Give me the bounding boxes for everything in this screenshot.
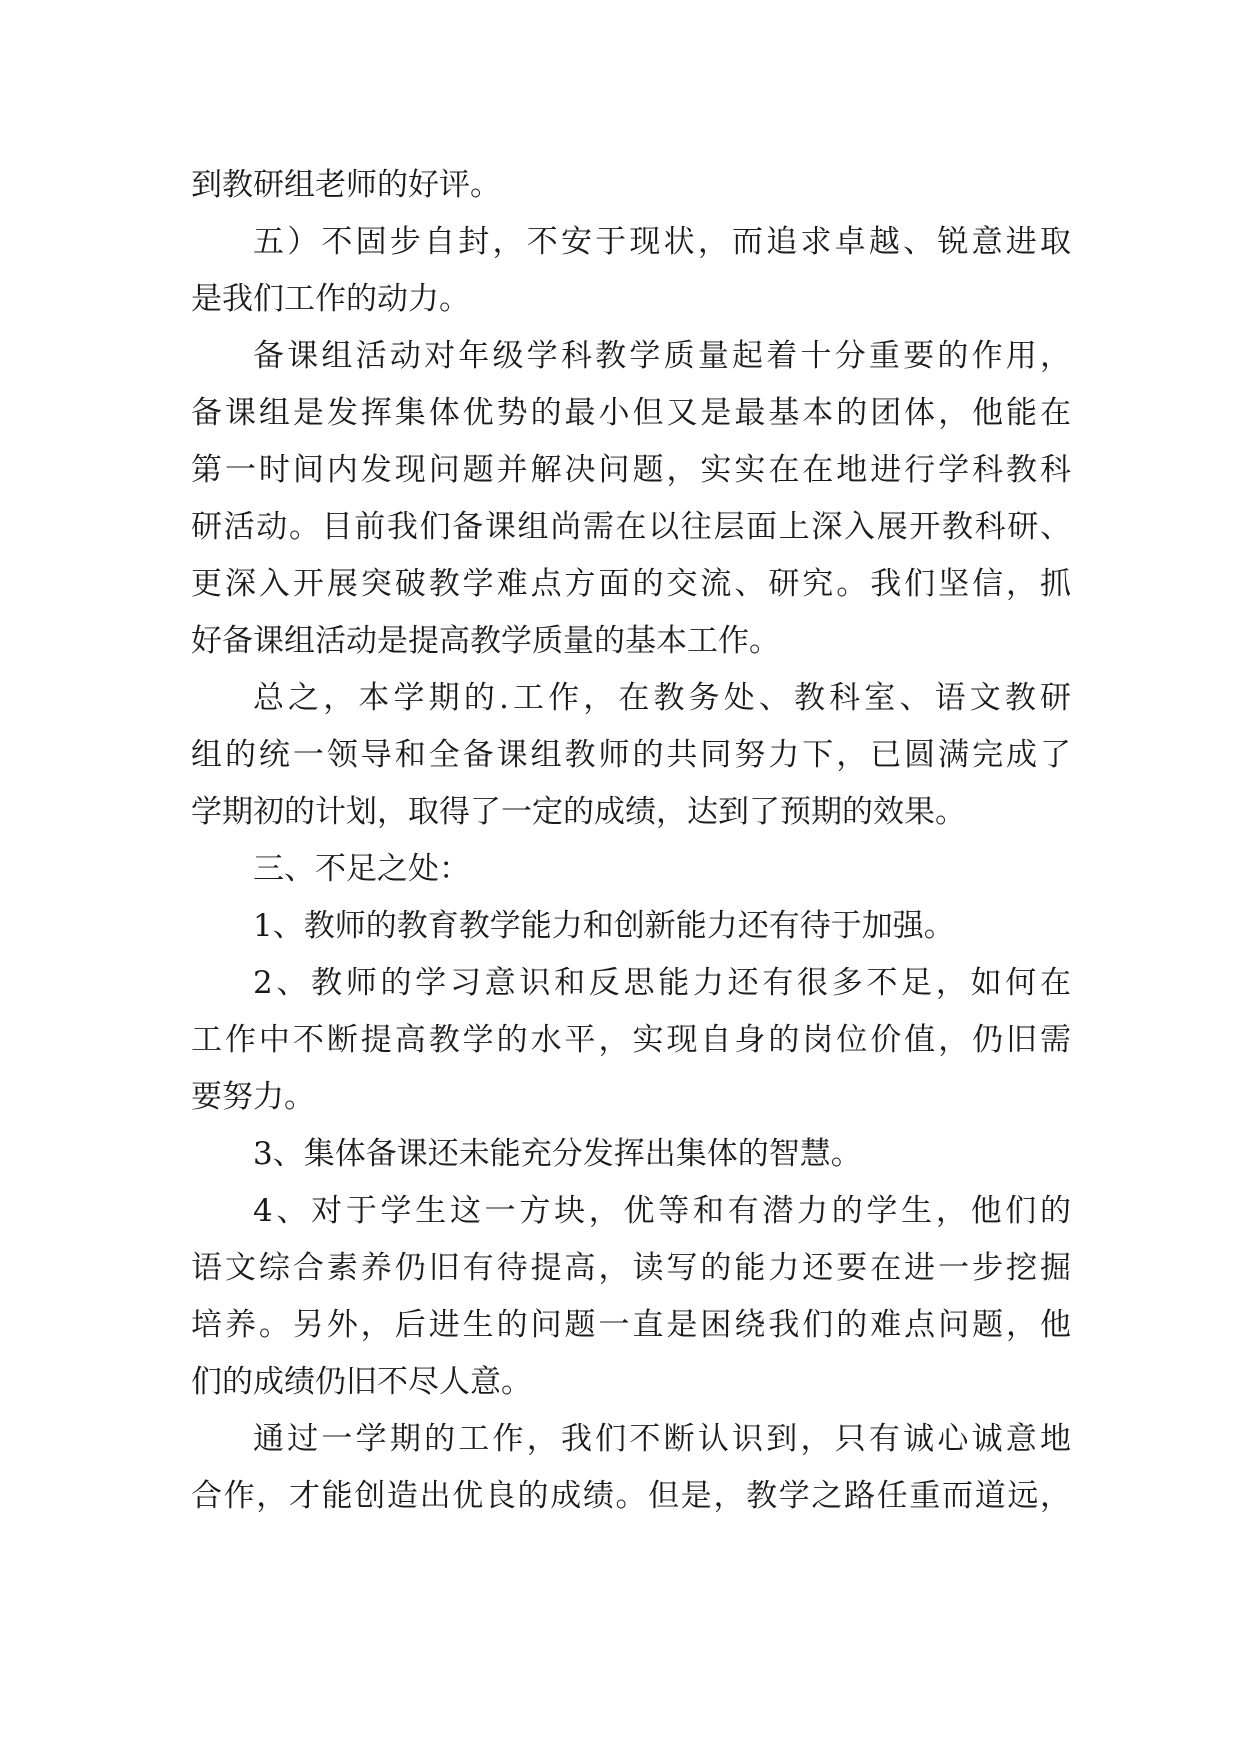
text-line: 要努力。 — [191, 1079, 315, 1115]
text-line: 备课组活动对年级学科教学质量起着十分重要的作用， — [253, 338, 1071, 374]
text-line: 培养。另外，后进生的问题一直是困绕我们的难点问题，他 — [191, 1307, 1071, 1343]
text-line: 合作，才能创造出优良的成绩。但是，教学之路任重而道远， — [191, 1478, 1071, 1514]
text-line: 总之，本学期的.工作，在教务处、教科室、语文教研 — [253, 680, 1071, 716]
text-line: 组的统一领导和全备课组教师的共同努力下，已圆满完成了 — [191, 737, 1071, 773]
text-line: 语文综合素养仍旧有待提高，读写的能力还要在进一步挖掘 — [191, 1250, 1071, 1286]
text-line: 4、对于学生这一方块，优等和有潜力的学生，他们的 — [253, 1193, 1071, 1229]
text-line: 备课组是发挥集体优势的最小但又是最基本的团体，他能在 — [191, 395, 1071, 431]
section-heading: 三、不足之处： — [253, 851, 470, 887]
text-line: 到教研组老师的好评。 — [191, 167, 501, 203]
text-line: 工作中不断提高教学的水平，实现自身的岗位价值，仍旧需 — [191, 1022, 1071, 1058]
text-line: 通过一学期的工作，我们不断认识到，只有诚心诚意地 — [253, 1421, 1071, 1457]
text-line: 更深入开展突破教学难点方面的交流、研究。我们坚信，抓 — [191, 566, 1071, 602]
text-line: 学期初的计划，取得了一定的成绩，达到了预期的效果。 — [191, 794, 966, 830]
text-line: 1、教师的教育教学能力和创新能力还有待于加强。 — [253, 908, 955, 944]
text-line: 2、教师的学习意识和反思能力还有很多不足，如何在 — [253, 965, 1071, 1001]
text-line: 们的成绩仍旧不尽人意。 — [191, 1364, 532, 1400]
text-line: 研活动。目前我们备课组尚需在以往层面上深入展开教科研、 — [191, 509, 1071, 545]
text-line: 五）不固步自封，不安于现状，而追求卓越、锐意进取 — [253, 224, 1071, 260]
text-line: 第一时间内发现问题并解决问题，实实在在地进行学科教科 — [191, 452, 1071, 488]
text-line: 3、集体备课还未能充分发挥出集体的智慧。 — [253, 1136, 862, 1172]
text-line: 好备课组活动是提高教学质量的基本工作。 — [191, 623, 780, 659]
text-line: 是我们工作的动力。 — [191, 281, 470, 317]
